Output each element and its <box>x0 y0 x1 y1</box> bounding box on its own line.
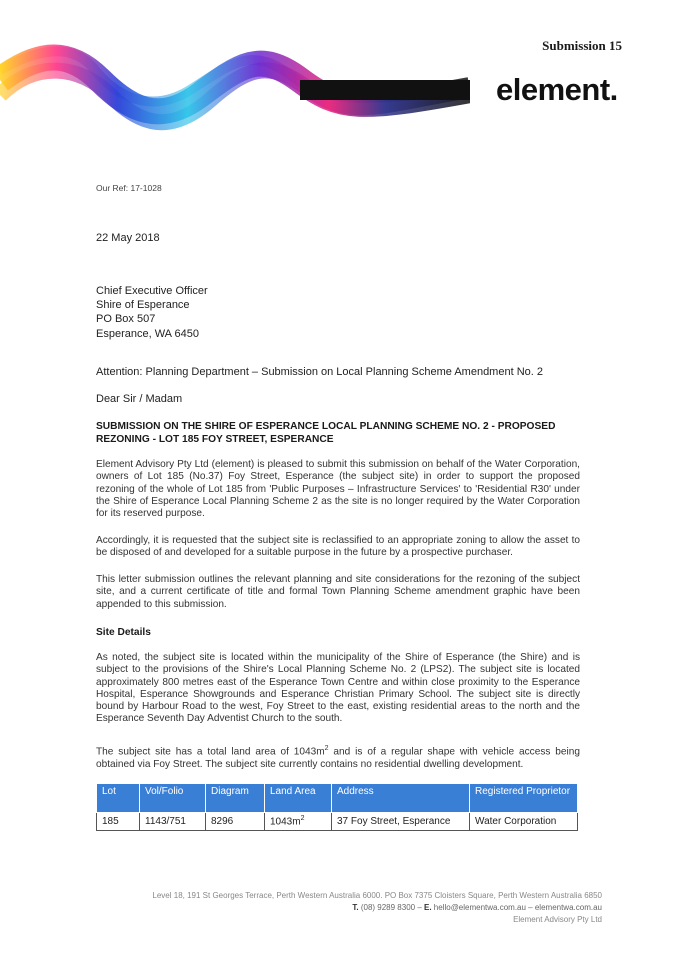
header-land-area: Land Area <box>265 784 332 813</box>
cell-diagram: 8296 <box>206 813 265 831</box>
footer-company: Element Advisory Pty Ltd <box>513 915 602 924</box>
cell-lot: 185 <box>97 813 140 831</box>
cell-address: 37 Foy Street, Esperance <box>332 813 470 831</box>
table-row <box>97 813 578 831</box>
footer-phone: (08) 9289 8300 – <box>358 903 424 912</box>
recipient-line: Esperance, WA 6450 <box>96 327 199 340</box>
paragraph-text: The subject site has a total land area of 1043m <box>96 746 325 758</box>
recipient-line: PO Box 507 <box>96 313 156 326</box>
footer-email-web: hello@elementwa.com.au – elementwa.com.au <box>431 903 602 912</box>
body-paragraph: As noted, the subject site is located within the municipality of the Shire of Esperance (the Shire) and is subject to the provisions of the Shire's Local Planning Scheme No. 2 (LPS2). The subject site is located approximately 800 metres east of the Esperance Town Centre and within close proximity to the Esperance Hospital, Esperance Showgrounds and Esperance Christian Primary School. The subject site is directly bound by Harbour Road to the west, Foy Street to the east, existing residential areas to the north and the Esperance Seventh Day Adventist Church to the south. <box>96 652 580 725</box>
body-paragraph: Element Advisory Pty Ltd (element) is pleased to submit this submission on behalf of the Water Corporation, owners of Lot 185 (No.37) Foy Street, Esperance (the subject site) in order to support the proposed rezoning of the whole of Lot 185 from 'Public Purposes – Infrastructure Services' to 'Residential R30' under the Shire of Esperance Local Planning Scheme 2 as the site is no longer required by the Water Corporation for its reserved purpose. <box>96 459 580 520</box>
footer-address: Level 18, 191 St Georges Terrace, Perth Western Australia 6000. PO Box 7375 Cloisters Square, Perth Western Australia 6850 <box>152 891 602 900</box>
footer-contact <box>96 903 602 912</box>
header-lot: Lot <box>97 784 140 813</box>
superscript: 2 <box>300 815 305 823</box>
site-details-table <box>96 783 578 831</box>
paragraph-text: and is of a regular shape with vehicle access being obtained via Foy Street. The subject site currently contains no residential dwelling development. <box>96 746 580 770</box>
cell-volfolio: 1143/751 <box>140 813 206 831</box>
cell-land-area <box>265 813 332 831</box>
recipient-line: Chief Executive Officer <box>96 285 208 297</box>
letter-date: 22 May 2018 <box>96 232 160 244</box>
body-paragraph: Accordingly, it is requested that the subject site is reclassified to an appropriate zoning to allow the asset to be disposed of and developed for a suitable purpose in the future by a prospective purchaser. <box>96 535 580 559</box>
element-logo: element. <box>496 72 618 107</box>
recipient-address <box>96 284 208 341</box>
phone-label: T. <box>352 903 359 912</box>
body-paragraph: This letter submission outlines the relevant planning and site considerations for the rezoning of the subject site, and a current certificate of title and formal Town Planning Scheme amendment graphic have been appended to this submission. <box>96 574 580 610</box>
body-paragraph <box>96 743 580 771</box>
reference-number: Our Ref: 17-1028 <box>96 183 162 193</box>
superscript: 2 <box>324 745 329 752</box>
email-label: E. <box>424 903 432 912</box>
submission-label: Submission 15 <box>542 38 622 53</box>
header-diagram: Diagram <box>206 784 265 813</box>
header-address: Address <box>332 784 470 813</box>
cell-registered-proprietor: Water Corporation <box>470 813 578 831</box>
land-area-value: 1043m <box>270 816 301 828</box>
attention-line: Attention: Planning Department – Submission on Local Planning Scheme Amendment No. 2 <box>96 366 543 378</box>
table-header-row <box>97 784 578 813</box>
header-registered-proprietor: Registered Proprietor <box>470 784 578 813</box>
header-volfolio: Vol/Folio <box>140 784 206 813</box>
letter-heading: SUBMISSION ON THE SHIRE OF ESPERANCE LOCAL PLANNING SCHEME NO. 2 - PROPOSED REZONING - LOT 185 FOY STREET, ESPERANCE <box>96 421 556 445</box>
salutation: Dear Sir / Madam <box>96 393 183 405</box>
recipient-line: Shire of Esperance <box>96 299 190 312</box>
wave-banner-graphic <box>0 40 470 145</box>
site-details-heading: Site Details <box>96 627 151 638</box>
